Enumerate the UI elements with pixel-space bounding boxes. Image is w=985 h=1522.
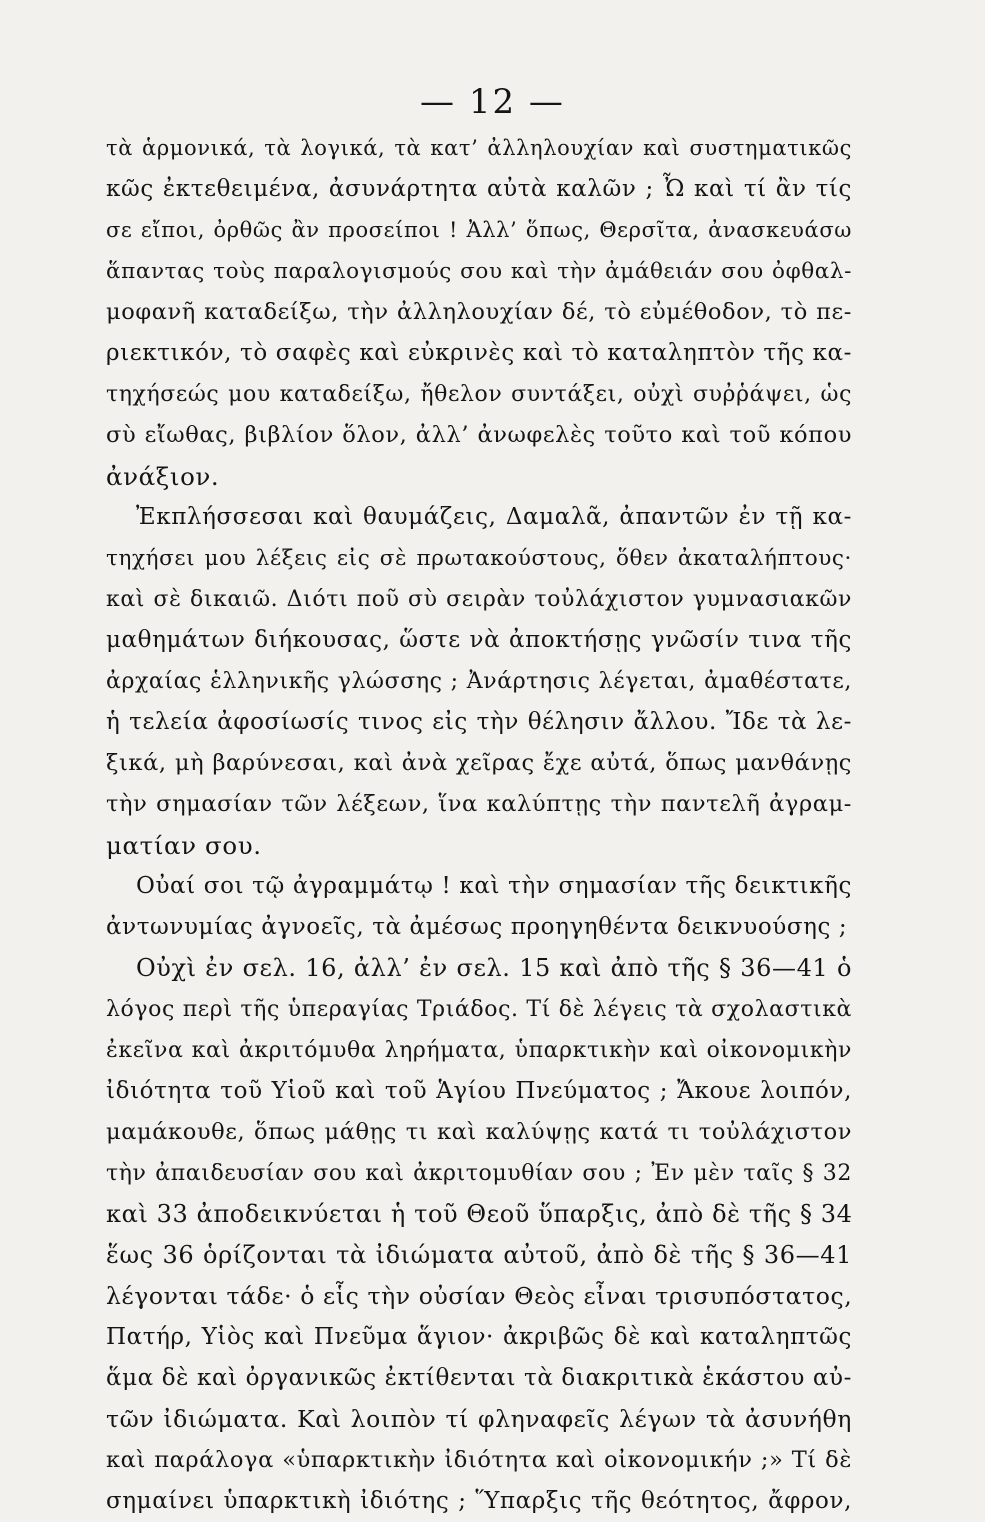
text-line: ἀρχαίας ἑλληνικῆς γλώσσης ; Ἀνάρτησις λέγεται, ἀμαθέστατε,: [106, 669, 852, 694]
text-line: ἀντωνυμίας ἀγνοεῖς, τὰ ἀμέσως προηγηθέντα δεικνυούσης ;: [106, 914, 848, 940]
text-line: μαμάκουθε, ὅπως μάθῃς τι καὶ καλύψῃς κατά τι τοὐλάχιστον: [106, 1119, 852, 1145]
text-line: καὶ παράλογα «ὑπαρκτικὴν ἰδιότητα καὶ οἰκονομικήν ;» Τί δὲ: [106, 1447, 852, 1473]
body-text: [106, 128, 852, 1522]
text-line: Ἐκπλήσσεσαι καὶ θαυμάζεις, Δαμαλᾶ, ἀπαντῶν ἐν τῇ κα-: [136, 504, 852, 530]
text-line: τὴν ἀπαιδευσίαν σου καὶ ἀκριτομυθίαν σου ; Ἐν μὲν ταῖς § 32: [106, 1161, 852, 1186]
text-line: ριεκτικόν, τὸ σαφὲς καὶ εὐκρινὲς καὶ τὸ καταληπτὸν τῆς κα-: [106, 340, 852, 366]
text-line: καὶ 33 ἀποδεικνύεται ἡ τοῦ Θεοῦ ὕπαρξις, ἀπὸ δὲ τῆς § 34: [106, 1200, 853, 1228]
text-line: τηχήσεώς μου καταδείξω, ἤθελον συντάξει, οὐχὶ συῤῥάψει, ὡς: [106, 382, 852, 407]
text-line: Οὐχὶ ἐν σελ. 16, ἀλλ’ ἐν σελ. 15 καὶ ἀπὸ τῆς § 36—41 ὁ: [136, 954, 852, 982]
text-line: ἐκεῖνα καὶ ἀκριτόμυθα ληρήματα, ὑπαρκτικὴν καὶ οἰκονομικὴν: [106, 1038, 852, 1063]
text-line: τῶν ἰδιώματα. Καὶ λοιπὸν τί φληναφεῖς λέγων τὰ ἀσυνήθη: [106, 1405, 852, 1433]
text-line: σημαίνει ὑπαρκτικὴ ἰδιότης ; Ὕπαρξις τῆς θεότητος, ἄφρον,: [106, 1488, 852, 1514]
text-line: ἰδιότητα τοῦ Υἱοῦ καὶ τοῦ Ἁγίου Πνεύματος ; Ἄκουε λοιπόν,: [106, 1078, 852, 1104]
text-line: σὺ εἴωθας, βιβλίον ὅλον, ἀλλ’ ἀνωφελὲς τοῦτο καὶ τοῦ κόπου: [106, 422, 852, 448]
text-line: ἡ τελεία ἀφοσίωσίς τινος εἰς τὴν θέλησιν ἄλλου. Ἴδε τὰ λε-: [106, 709, 852, 735]
text-line: ματίαν σου.: [106, 831, 262, 860]
text-line: μαθημάτων διήκουσας, ὥστε νὰ ἀποκτήσῃς γνῶσίν τινα τῆς: [106, 627, 852, 653]
text-line: καὶ σὲ δικαιῶ. Διότι ποῦ σὺ σειρὰν τοὐλάχιστον γυμνασιακῶν: [106, 587, 852, 612]
text-line: τηχήσει μου λέξεις εἰς σὲ πρωτακούστους, ὅθεν ἀκαταλήπτους·: [106, 546, 852, 571]
text-line: μοφανῆ καταδείξω, τὴν ἀλληλουχίαν δέ, τὸ εὐμέθοδον, τὸ πε-: [106, 299, 852, 325]
text-line: κῶς ἐκτεθειμένα, ἀσυνάρτητα αὐτὰ καλῶν ; Ὦ καὶ τί ἂν τίς: [106, 176, 852, 202]
text-line: ἅπαντας τοὺς παραλογισμούς σου καὶ τὴν ἀμάθειάν σου ὀφθαλ-: [106, 259, 852, 284]
text-line: λέγονται τάδε· ὁ εἷς τὴν οὐσίαν Θεὸς εἶναι τρισυπόστατος,: [106, 1282, 853, 1310]
text-line: σε εἴποι, ὀρθῶς ἂν προσείποι ! Ἀλλ’ ὅπως, Θερσῖτα, ἀνασκευάσω: [106, 218, 852, 242]
text-line: ἀνάξιον.: [106, 462, 220, 491]
text-line: τὴν σημασίαν τῶν λέξεων, ἵνα καλύπτῃς τὴν παντελῆ ἀγραμ-: [106, 791, 852, 817]
page-number: — 12 —: [420, 82, 565, 122]
text-line: ἅμα δὲ καὶ ὀργανικῶς ἐκτίθενται τὰ διακριτικὰ ἑκάστου αὐ-: [106, 1365, 852, 1391]
text-line: τὰ ἁρμονικά, τὰ λογικά, τὰ κατ’ ἀλληλουχίαν καὶ συστηματικῶς: [106, 136, 852, 160]
text-line: ἕως 36 ὁρίζονται τὰ ἰδιώματα αὐτοῦ, ἀπὸ δὲ τῆς § 36—41: [106, 1241, 852, 1269]
text-line: λόγος περὶ τῆς ὑπεραγίας Τριάδος. Τί δὲ λέγεις τὰ σχολαστικὰ: [106, 997, 852, 1022]
text-line: Οὐαί σοι τῷ ἀγραμμάτῳ ! καὶ τὴν σημασίαν τῆς δεικτικῆς: [136, 873, 852, 899]
text-line: Πατήρ, Υἱὸς καὶ Πνεῦμα ἅγιον· ἀκριβῶς δὲ καὶ καταληπτῶς: [106, 1324, 852, 1350]
text-line: ξικά, μὴ βαρύνεσαι, καὶ ἀνὰ χεῖρας ἔχε αὐτά, ὅπως μανθάνῃς: [106, 750, 852, 776]
